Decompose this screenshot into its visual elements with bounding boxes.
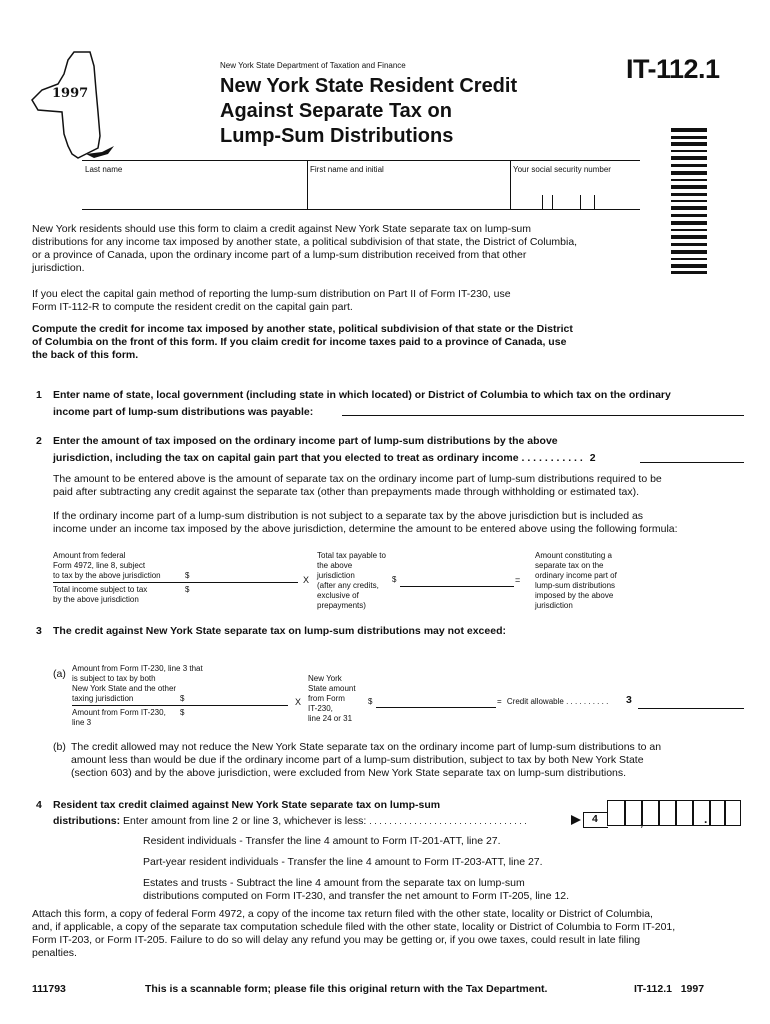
formula-dollar-top: $ — [185, 571, 190, 580]
line-3-ref: 3 — [626, 694, 632, 706]
line-2-ref: 2 — [589, 452, 596, 464]
line-4-instruction: Enter amount from line 2 or line 3, whichever is less: — [120, 815, 367, 827]
year-label: 1997 — [52, 86, 89, 101]
line-2-text-l1: Enter the amount of tax imposed on the ordinary income part of lump-sum distributions by the above — [53, 435, 558, 447]
footer-form-year: IT-112.1 1997 — [634, 983, 705, 995]
transfer-resident: Resident individuals - Transfer the line 4 amount to Form IT-201-ATT, line 27. — [143, 835, 501, 847]
formula-dollar-bottom: $ — [185, 585, 190, 594]
first-name-input[interactable] — [310, 179, 510, 205]
line-3a-credit-allowable — [497, 697, 608, 707]
attach-text: Attach this form, a copy of federal Form 4972, a copy of the income tax return filed with the other state, locality or District of Columbia, — [32, 908, 653, 920]
formula-text: prepayments) — [317, 601, 366, 610]
line-4-number: 4 — [36, 799, 42, 811]
barcode — [671, 128, 707, 276]
formula-text: New York — [308, 674, 342, 683]
intro-paragraph-2 — [32, 288, 511, 314]
line-3b-text-l2: amount less than would be due if the ordinary income part of a lump-sum distribution, subject to tax by both New York State — [71, 754, 644, 766]
line-3a-dollar-middle: $ — [368, 697, 373, 706]
formula-left-bottom — [53, 585, 147, 605]
line-3b-text — [71, 741, 661, 780]
formula-text: taxing jurisdiction — [72, 694, 134, 703]
credit-allowable-dots: . . . . . . . . . . — [566, 697, 609, 706]
line-2-note-1 — [53, 473, 662, 499]
line-3a-middle — [308, 674, 356, 724]
formula-text: line 24 or 31 — [308, 714, 353, 723]
attach-text: penalties. — [32, 947, 77, 959]
line-2-text — [53, 435, 596, 465]
intro-text: distributions for any income tax imposed by another state, a political subdivision of that state, the District of Columbia, — [32, 236, 578, 248]
line-2-amount-input[interactable] — [640, 448, 744, 463]
department-name: New York State Department of Taxation and Finance — [220, 61, 406, 70]
last-name-label: Last name — [85, 165, 123, 174]
name-ssn-row — [82, 160, 640, 210]
transfer-part-year: Part-year resident individuals - Transfer the line 4 amount to Form IT-203-ATT, line 27. — [143, 856, 543, 868]
ssn-input[interactable] — [513, 179, 641, 205]
line-2-dots: . . . . . . . . . . . — [521, 452, 583, 464]
formula-text: Total income subject to tax — [53, 585, 148, 594]
line-4-dots: . . . . . . . . . . . . . . . . . . . . . . . . . . . . . . . . — [369, 816, 527, 826]
line-2-number: 2 — [36, 435, 42, 447]
formula-text: to tax by the above jurisdiction — [53, 571, 161, 580]
formula-text: is subject to tax by both — [72, 674, 156, 683]
line-3a-equals: = — [497, 697, 502, 706]
scannable-notice: This is a scannable form; please file this original return with the Tax Department. — [145, 983, 548, 995]
intro-text: jurisdiction. — [32, 262, 85, 274]
attach-text: Form IT-203, or Form IT-205. Failure to do so will delay any refund you may be getting or, if you owe taxes, could result in late filing — [32, 934, 641, 946]
formula-text: imposed by the above — [535, 591, 614, 600]
transfer-estates-l2: distributions computed on Form IT-230, and transfer the net amount to Form IT-205, line 12. — [143, 890, 570, 902]
line-3a-dollar-top: $ — [180, 694, 185, 703]
form-title — [220, 74, 517, 149]
intro-paragraph-1 — [32, 223, 577, 275]
last-name-input[interactable] — [84, 179, 308, 205]
form-number: IT-112.1 — [626, 54, 720, 84]
line-3b-label: (b) — [53, 741, 66, 753]
line-4-comma: , — [640, 815, 644, 829]
formula-denominator-input[interactable] — [193, 584, 301, 597]
note-text: The amount to be entered above is the amount of separate tax on the ordinary income part of lump-sum distributions required to be — [53, 473, 662, 485]
note-text: income under an income tax imposed by the above jurisdiction, determine the amount to be entered above using the following formula: — [53, 523, 678, 535]
formula-dollar-middle: $ — [392, 575, 397, 584]
formula-text: Amount from Form IT-230, line 3 that — [72, 664, 203, 673]
note-text: paid after subtracting any credit against the separate tax (other than prepayments made through withholding or estimated tax). — [53, 486, 640, 498]
intro-text: Form IT-112-R to compute the resident credit on the capital gain part. — [32, 301, 353, 313]
line-3a-dollar-bottom: $ — [180, 708, 185, 717]
formula-text: from Form — [308, 694, 345, 703]
formula-middle — [317, 551, 386, 611]
formula-text: lump-sum distributions — [535, 581, 616, 590]
formula-text: jurisdiction — [535, 601, 573, 610]
intro-paragraph-3 — [32, 323, 573, 362]
new-york-state-outline — [28, 50, 118, 162]
intro-text: or a province of Canada, upon the ordinary income part of a lump-sum distribution received from that other — [32, 249, 527, 261]
line-2-text-l2-wrap — [53, 452, 596, 465]
formula-tax-payable-input[interactable] — [400, 573, 514, 587]
formula-text: line 3 — [72, 718, 92, 727]
line-3b-text-l3: (section 603) and by the above jurisdiction, were excluded from New York State separate tax on lump-sum distributions. — [71, 767, 627, 779]
transfer-estates: Estates and trusts - Subtract the line 4 amount from the separate tax on lump-sum — [143, 877, 525, 889]
title-line-3: Lump-Sum Distributions — [220, 125, 454, 147]
ssn-label: Your social security number — [513, 165, 611, 174]
line-4-amount-boxes[interactable] — [607, 800, 740, 826]
formula-text: Amount constituting a — [535, 551, 612, 560]
formula-text: New York State and the other — [72, 684, 177, 693]
title-line-1: New York State Resident Credit — [220, 75, 518, 97]
intro-text: Compute the credit for income tax imposed by another state, political subdivision of that state or the District — [32, 323, 573, 335]
line-3-number: 3 — [36, 625, 42, 637]
formula-left-top — [53, 551, 161, 581]
formula-text: ordinary income part of — [535, 571, 617, 580]
line-3a-label: (a) — [53, 668, 66, 680]
formula-text: the above — [317, 561, 353, 570]
line-3a-state-amount-input[interactable] — [376, 694, 496, 708]
line-4-ref: 4 — [592, 813, 598, 825]
intro-text: New York residents should use this form to claim a credit against New York State separate tax on lump-sum — [32, 223, 531, 235]
arrow-right-icon — [571, 815, 581, 825]
line-3-text: The credit against New York State separate tax on lump-sum distributions may not exceed: — [53, 625, 506, 637]
formula-times: X — [303, 575, 310, 585]
formula-text: State amount — [308, 684, 356, 693]
line-4-ref-box — [583, 812, 608, 828]
formula-text: jurisdiction — [317, 571, 355, 580]
line-4-text — [53, 799, 527, 828]
line-1-jurisdiction-input[interactable] — [342, 401, 744, 416]
first-name-label: First name and initial — [310, 165, 384, 174]
intro-text: If you elect the capital gain method of reporting the lump-sum distribution on Part II of Form IT-230, use — [32, 288, 511, 300]
intro-text: of Columbia on the front of this form. If you claim credit for income taxes paid to a province of Canada, use — [32, 336, 567, 348]
line-4-text-l2 — [53, 815, 527, 828]
formula-text: exclusive of — [317, 591, 359, 600]
formula-text: Amount from Form IT-230, — [72, 708, 166, 717]
attach-text: and, if applicable, a copy of the separate tax computation schedule filed with the other state, locality or District of Columbia to Form IT-201, — [32, 921, 676, 933]
formula-text: (after any credits, — [317, 581, 379, 590]
formula-text: by the above jurisdiction — [53, 595, 139, 604]
line-2-text-l2: jurisdiction, including the tax on capital gain part that you elected to treat as ordinary income — [53, 452, 519, 464]
line-4-distributions: distributions: — [53, 815, 121, 827]
formula-right — [535, 551, 617, 611]
formula-text: separate tax on the — [535, 561, 604, 570]
line-3a-times: X — [295, 697, 302, 707]
line-1-text-l1: Enter name of state, local government (including state in which located) or District of Columbia to which tax on the ordinary — [53, 389, 671, 401]
formula-numerator-input[interactable] — [193, 570, 301, 583]
line-3b-text-l1: The credit allowed may not reduce the New York State separate tax on the ordinary income part of lump-sum distributions to an — [71, 741, 662, 753]
line-3a-bottom — [72, 708, 166, 728]
credit-allowable-label: Credit allowable — [506, 697, 564, 706]
formula-text: IT-230, — [308, 704, 333, 713]
line-2-note-2 — [53, 510, 678, 536]
note-text: If the ordinary income part of a lump-sum distribution is not subject to a separate tax by the above jurisdiction but is included as — [53, 510, 644, 522]
formula-text: Form 4972, line 8, subject — [53, 561, 146, 570]
line-4-period: . — [704, 812, 708, 826]
line-3a-denominator-input[interactable] — [188, 707, 290, 720]
form-code: 111793 — [32, 983, 66, 995]
line-3a-numerator-input[interactable] — [188, 693, 290, 706]
line-4-text-l1: Resident tax credit claimed against New York State separate tax on lump-sum — [53, 799, 441, 811]
formula-text: Amount from federal — [53, 551, 126, 560]
line-3-amount-input[interactable] — [638, 694, 744, 709]
line-4-transfer-instructions — [143, 835, 569, 903]
line-1-number: 1 — [36, 389, 42, 401]
formula-text: Total tax payable to — [317, 551, 386, 560]
formula-equals: = — [515, 575, 521, 585]
attachment-instructions — [32, 908, 675, 960]
title-line-2: Against Separate Tax on — [220, 100, 452, 122]
line-1-text-l2: income part of lump-sum distributions was payable: — [53, 406, 314, 418]
intro-text: the back of this form. — [32, 349, 139, 361]
